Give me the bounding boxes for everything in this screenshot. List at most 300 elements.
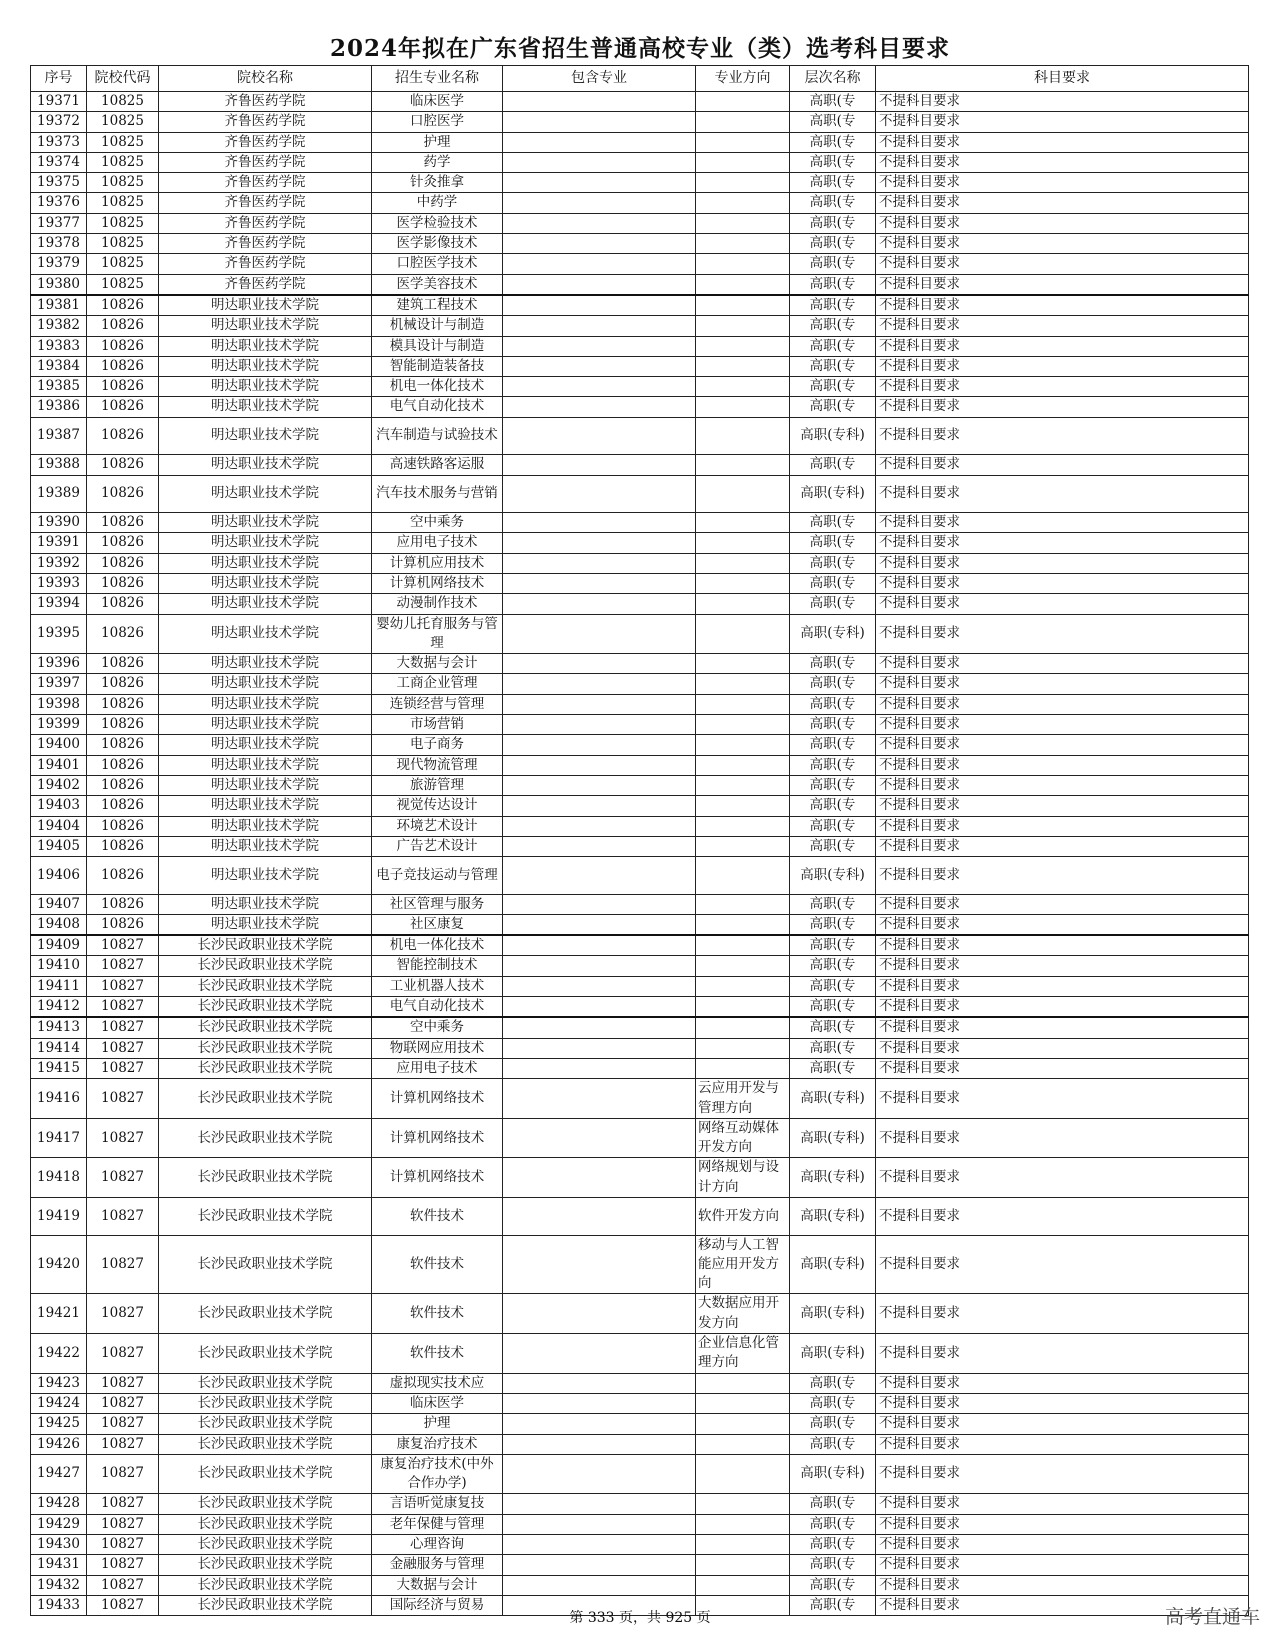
cell-included xyxy=(503,1414,696,1434)
table-row xyxy=(31,997,1249,1018)
cell-serial: 19383 xyxy=(31,336,87,356)
cell-school-name: 明达职业技术学院 xyxy=(159,836,372,856)
cell-school-code: 10826 xyxy=(87,857,159,895)
cell-school-code: 10826 xyxy=(87,654,159,674)
cell-serial: 19390 xyxy=(31,513,87,533)
cell-school-name: 齐鲁医药学院 xyxy=(159,213,372,233)
cell-included xyxy=(503,796,696,816)
cell-direction xyxy=(696,1414,790,1434)
cell-major: 老年保健与管理 xyxy=(372,1514,503,1534)
cell-direction xyxy=(696,92,790,112)
cell-school-name: 长沙民政职业技术学院 xyxy=(159,1595,372,1615)
cell-major: 口腔医学 xyxy=(372,112,503,132)
cell-included xyxy=(503,553,696,573)
cell-level: 高职(专 xyxy=(790,755,876,775)
cell-direction xyxy=(696,553,790,573)
cell-direction xyxy=(696,594,790,614)
cell-included xyxy=(503,356,696,376)
cell-level: 高职(专科) xyxy=(790,475,876,513)
cell-level: 高职(专 xyxy=(790,836,876,856)
cell-serial: 19403 xyxy=(31,796,87,816)
cell-included xyxy=(503,533,696,553)
cell-school-code: 10826 xyxy=(87,796,159,816)
cell-serial: 19398 xyxy=(31,694,87,714)
cell-school-code: 10827 xyxy=(87,1454,159,1494)
cell-school-code: 10826 xyxy=(87,455,159,475)
cell-serial: 19384 xyxy=(31,356,87,376)
cell-level: 高职(专 xyxy=(790,254,876,274)
cell-requirement: 不提科目要求 xyxy=(876,1414,1249,1434)
cell-included xyxy=(503,816,696,836)
cell-included xyxy=(503,1494,696,1514)
cell-major: 中药学 xyxy=(372,193,503,213)
table-header xyxy=(31,66,1249,92)
cell-requirement: 不提科目要求 xyxy=(876,1434,1249,1454)
cell-level: 高职(专 xyxy=(790,694,876,714)
cell-major: 心理咨询 xyxy=(372,1535,503,1555)
cell-school-code: 10826 xyxy=(87,816,159,836)
cell-school-code: 10827 xyxy=(87,956,159,976)
cell-direction: 移动与人工智能应用开发方向 xyxy=(696,1235,790,1294)
cell-level: 高职(专 xyxy=(790,92,876,112)
cell-serial: 19378 xyxy=(31,234,87,254)
cell-requirement: 不提科目要求 xyxy=(876,377,1249,397)
cell-included xyxy=(503,336,696,356)
cell-major: 康复治疗技术 xyxy=(372,1434,503,1454)
cell-serial: 19432 xyxy=(31,1575,87,1595)
cell-major: 临床医学 xyxy=(372,92,503,112)
table-row xyxy=(31,1393,1249,1413)
table-row xyxy=(31,594,1249,614)
cell-major: 软件技术 xyxy=(372,1294,503,1334)
cell-serial: 19415 xyxy=(31,1058,87,1078)
cell-requirement: 不提科目要求 xyxy=(876,1494,1249,1514)
table-row xyxy=(31,455,1249,475)
cell-direction xyxy=(696,775,790,795)
cell-requirement: 不提科目要求 xyxy=(876,735,1249,755)
cell-major: 大数据与会计 xyxy=(372,654,503,674)
cell-serial: 19413 xyxy=(31,1017,87,1038)
cell-serial: 19408 xyxy=(31,914,87,935)
cell-included xyxy=(503,1393,696,1413)
cell-direction xyxy=(696,857,790,895)
cell-school-code: 10826 xyxy=(87,674,159,694)
cell-school-code: 10826 xyxy=(87,894,159,914)
cell-included xyxy=(503,894,696,914)
cell-requirement: 不提科目要求 xyxy=(876,976,1249,996)
cell-serial: 19400 xyxy=(31,735,87,755)
table-row xyxy=(31,1017,1249,1038)
cell-included xyxy=(503,715,696,735)
cell-major: 建筑工程技术 xyxy=(372,295,503,316)
cell-school-name: 长沙民政职业技术学院 xyxy=(159,1494,372,1514)
cell-included xyxy=(503,914,696,935)
cell-school-name: 明达职业技术学院 xyxy=(159,295,372,316)
cell-serial: 19404 xyxy=(31,816,87,836)
cell-requirement: 不提科目要求 xyxy=(876,1079,1249,1119)
cell-included xyxy=(503,935,696,956)
cell-major: 计算机网络技术 xyxy=(372,1158,503,1198)
cell-requirement: 不提科目要求 xyxy=(876,935,1249,956)
cell-school-code: 10827 xyxy=(87,1373,159,1393)
cell-major: 电子竞技运动与管理 xyxy=(372,857,503,895)
col-header: 院校名称 xyxy=(159,66,372,92)
cell-serial: 19375 xyxy=(31,173,87,193)
cell-school-code: 10827 xyxy=(87,1038,159,1058)
cell-major: 计算机网络技术 xyxy=(372,1118,503,1158)
cell-major: 大数据与会计 xyxy=(372,1575,503,1595)
cell-school-code: 10827 xyxy=(87,1017,159,1038)
cell-direction xyxy=(696,533,790,553)
table-row xyxy=(31,1198,1249,1236)
cell-requirement: 不提科目要求 xyxy=(876,1393,1249,1413)
cell-included xyxy=(503,513,696,533)
cell-major: 针灸推拿 xyxy=(372,173,503,193)
cell-serial: 19402 xyxy=(31,775,87,795)
cell-serial: 19391 xyxy=(31,533,87,553)
cell-school-code: 10825 xyxy=(87,92,159,112)
cell-included xyxy=(503,775,696,795)
cell-direction xyxy=(696,1454,790,1494)
cell-school-code: 10827 xyxy=(87,1414,159,1434)
cell-included xyxy=(503,1058,696,1078)
cell-school-code: 10826 xyxy=(87,755,159,775)
cell-included xyxy=(503,1017,696,1038)
cell-school-code: 10827 xyxy=(87,1595,159,1615)
cell-direction xyxy=(696,475,790,513)
cell-school-name: 长沙民政职业技术学院 xyxy=(159,1373,372,1393)
cell-major: 机电一体化技术 xyxy=(372,935,503,956)
cell-major: 护理 xyxy=(372,132,503,152)
cell-included xyxy=(503,254,696,274)
col-header: 招生专业名称 xyxy=(372,66,503,92)
cell-direction: 企业信息化管理方向 xyxy=(696,1334,790,1374)
cell-level: 高职(专 xyxy=(790,674,876,694)
cell-included xyxy=(503,132,696,152)
table-row xyxy=(31,654,1249,674)
table-row xyxy=(31,1058,1249,1078)
cell-requirement: 不提科目要求 xyxy=(876,1235,1249,1294)
cell-direction xyxy=(696,254,790,274)
cell-school-code: 10825 xyxy=(87,132,159,152)
table-row xyxy=(31,213,1249,233)
table-row xyxy=(31,397,1249,417)
cell-major: 社区康复 xyxy=(372,914,503,935)
cell-serial: 19410 xyxy=(31,956,87,976)
cell-school-name: 长沙民政职业技术学院 xyxy=(159,1118,372,1158)
cell-school-code: 10825 xyxy=(87,193,159,213)
cell-included xyxy=(503,213,696,233)
cell-serial: 19393 xyxy=(31,573,87,593)
cell-school-code: 10826 xyxy=(87,735,159,755)
cell-included xyxy=(503,857,696,895)
cell-school-code: 10826 xyxy=(87,914,159,935)
cell-major: 康复治疗技术(中外合作办学) xyxy=(372,1454,503,1494)
cell-direction xyxy=(696,1575,790,1595)
cell-serial: 19428 xyxy=(31,1494,87,1514)
cell-school-name: 长沙民政职业技术学院 xyxy=(159,1434,372,1454)
cell-included xyxy=(503,674,696,694)
cell-school-code: 10827 xyxy=(87,935,159,956)
cell-major: 连锁经营与管理 xyxy=(372,694,503,714)
cell-serial: 19425 xyxy=(31,1414,87,1434)
cell-major: 金融服务与管理 xyxy=(372,1555,503,1575)
cell-direction xyxy=(696,796,790,816)
cell-direction: 大数据应用开发方向 xyxy=(696,1294,790,1334)
cell-level: 高职(专 xyxy=(790,173,876,193)
table-row xyxy=(31,356,1249,376)
cell-serial: 19388 xyxy=(31,455,87,475)
cell-level: 高职(专 xyxy=(790,796,876,816)
cell-included xyxy=(503,594,696,614)
cell-included xyxy=(503,377,696,397)
table-row xyxy=(31,132,1249,152)
cell-direction xyxy=(696,455,790,475)
cell-direction xyxy=(696,956,790,976)
cell-direction xyxy=(696,1494,790,1514)
cell-serial: 19423 xyxy=(31,1373,87,1393)
cell-school-name: 齐鲁医药学院 xyxy=(159,234,372,254)
cell-level: 高职(专 xyxy=(790,1575,876,1595)
cell-included xyxy=(503,1535,696,1555)
cell-school-name: 长沙民政职业技术学院 xyxy=(159,935,372,956)
cell-level: 高职(专科) xyxy=(790,1235,876,1294)
cell-requirement: 不提科目要求 xyxy=(876,594,1249,614)
cell-level: 高职(专 xyxy=(790,1494,876,1514)
cell-school-name: 明达职业技术学院 xyxy=(159,796,372,816)
table-row xyxy=(31,1434,1249,1454)
table-row xyxy=(31,1555,1249,1575)
cell-requirement: 不提科目要求 xyxy=(876,274,1249,295)
cell-school-code: 10826 xyxy=(87,715,159,735)
cell-school-name: 长沙民政职业技术学院 xyxy=(159,1079,372,1119)
cell-serial: 19430 xyxy=(31,1535,87,1555)
cell-included xyxy=(503,193,696,213)
cell-school-name: 齐鲁医药学院 xyxy=(159,92,372,112)
cell-requirement: 不提科目要求 xyxy=(876,997,1249,1018)
cell-serial: 19417 xyxy=(31,1118,87,1158)
cell-school-name: 长沙民政职业技术学院 xyxy=(159,1334,372,1374)
cell-requirement: 不提科目要求 xyxy=(876,914,1249,935)
cell-serial: 19421 xyxy=(31,1294,87,1334)
cell-direction xyxy=(696,1434,790,1454)
cell-requirement: 不提科目要求 xyxy=(876,475,1249,513)
cell-requirement: 不提科目要求 xyxy=(876,1514,1249,1534)
table-row xyxy=(31,857,1249,895)
table-row xyxy=(31,715,1249,735)
cell-direction xyxy=(696,894,790,914)
table-row xyxy=(31,956,1249,976)
cell-requirement: 不提科目要求 xyxy=(876,112,1249,132)
cell-level: 高职(专 xyxy=(790,533,876,553)
cell-major: 物联网应用技术 xyxy=(372,1038,503,1058)
table-row xyxy=(31,92,1249,112)
cell-included xyxy=(503,152,696,172)
cell-requirement: 不提科目要求 xyxy=(876,213,1249,233)
cell-requirement: 不提科目要求 xyxy=(876,1198,1249,1236)
table-row xyxy=(31,816,1249,836)
cell-serial: 19426 xyxy=(31,1434,87,1454)
cell-requirement: 不提科目要求 xyxy=(876,1118,1249,1158)
cell-serial: 19397 xyxy=(31,674,87,694)
table-row xyxy=(31,112,1249,132)
cell-requirement: 不提科目要求 xyxy=(876,956,1249,976)
cell-level: 高职(专科) xyxy=(790,1198,876,1236)
cell-serial: 19392 xyxy=(31,553,87,573)
cell-direction xyxy=(696,694,790,714)
cell-major: 机械设计与制造 xyxy=(372,316,503,336)
cell-major: 国际经济与贸易 xyxy=(372,1595,503,1615)
cell-school-name: 长沙民政职业技术学院 xyxy=(159,1158,372,1198)
table-row xyxy=(31,336,1249,356)
cell-serial: 19373 xyxy=(31,132,87,152)
cell-requirement: 不提科目要求 xyxy=(876,132,1249,152)
cell-major: 言语听觉康复技 xyxy=(372,1494,503,1514)
table-row xyxy=(31,836,1249,856)
cell-school-name: 明达职业技术学院 xyxy=(159,694,372,714)
cell-school-code: 10826 xyxy=(87,775,159,795)
cell-school-code: 10826 xyxy=(87,295,159,316)
cell-school-code: 10826 xyxy=(87,475,159,513)
cell-major: 空中乘务 xyxy=(372,513,503,533)
cell-major: 电子商务 xyxy=(372,735,503,755)
cell-requirement: 不提科目要求 xyxy=(876,254,1249,274)
cell-major: 广告艺术设计 xyxy=(372,836,503,856)
table-row xyxy=(31,1334,1249,1374)
cell-direction xyxy=(696,377,790,397)
table-row xyxy=(31,914,1249,935)
cell-direction xyxy=(696,1017,790,1038)
cell-school-name: 长沙民政职业技术学院 xyxy=(159,1294,372,1334)
cell-school-name: 齐鲁医药学院 xyxy=(159,193,372,213)
cell-school-name: 长沙民政职业技术学院 xyxy=(159,1514,372,1534)
cell-school-name: 明达职业技术学院 xyxy=(159,914,372,935)
cell-included xyxy=(503,997,696,1018)
cell-direction xyxy=(696,654,790,674)
cell-level: 高职(专 xyxy=(790,1434,876,1454)
cell-school-name: 明达职业技术学院 xyxy=(159,533,372,553)
cell-school-name: 明达职业技术学院 xyxy=(159,475,372,513)
table-row xyxy=(31,193,1249,213)
cell-serial: 19429 xyxy=(31,1514,87,1534)
cell-requirement: 不提科目要求 xyxy=(876,513,1249,533)
cell-school-code: 10826 xyxy=(87,836,159,856)
cell-direction xyxy=(696,715,790,735)
cell-requirement: 不提科目要求 xyxy=(876,1595,1249,1615)
table-row xyxy=(31,1494,1249,1514)
col-header: 科目要求 xyxy=(876,66,1249,92)
cell-school-name: 长沙民政职业技术学院 xyxy=(159,1235,372,1294)
cell-major: 电气自动化技术 xyxy=(372,397,503,417)
cell-school-name: 明达职业技术学院 xyxy=(159,755,372,775)
cell-direction: 网络规划与设计方向 xyxy=(696,1158,790,1198)
cell-included xyxy=(503,976,696,996)
cell-direction xyxy=(696,997,790,1018)
cell-direction xyxy=(696,674,790,694)
cell-level: 高职(专 xyxy=(790,894,876,914)
cell-school-name: 长沙民政职业技术学院 xyxy=(159,1198,372,1236)
cell-level: 高职(专 xyxy=(790,735,876,755)
cell-direction xyxy=(696,573,790,593)
cell-direction xyxy=(696,1373,790,1393)
cell-school-name: 齐鲁医药学院 xyxy=(159,152,372,172)
table-row xyxy=(31,274,1249,295)
cell-level: 高职(专 xyxy=(790,316,876,336)
cell-school-name: 明达职业技术学院 xyxy=(159,654,372,674)
cell-serial: 19419 xyxy=(31,1198,87,1236)
cell-requirement: 不提科目要求 xyxy=(876,674,1249,694)
cell-requirement: 不提科目要求 xyxy=(876,152,1249,172)
cell-major: 环境艺术设计 xyxy=(372,816,503,836)
cell-major: 汽车制造与试验技术 xyxy=(372,417,503,455)
cell-school-code: 10826 xyxy=(87,594,159,614)
table-row xyxy=(31,614,1249,654)
cell-school-code: 10826 xyxy=(87,573,159,593)
cell-level: 高职(专科) xyxy=(790,1158,876,1198)
cell-direction xyxy=(696,513,790,533)
cell-level: 高职(专 xyxy=(790,1414,876,1434)
cell-direction xyxy=(696,1038,790,1058)
cell-school-name: 明达职业技术学院 xyxy=(159,336,372,356)
table-row xyxy=(31,674,1249,694)
col-header: 包含专业 xyxy=(503,66,696,92)
cell-school-name: 明达职业技术学院 xyxy=(159,316,372,336)
cell-included xyxy=(503,234,696,254)
cell-school-name: 明达职业技术学院 xyxy=(159,674,372,694)
cell-school-name: 长沙民政职业技术学院 xyxy=(159,1555,372,1575)
cell-requirement: 不提科目要求 xyxy=(876,694,1249,714)
cell-school-name: 明达职业技术学院 xyxy=(159,553,372,573)
cell-direction xyxy=(696,397,790,417)
cell-included xyxy=(503,1158,696,1198)
cell-level: 高职(专 xyxy=(790,1038,876,1058)
cell-major: 应用电子技术 xyxy=(372,1058,503,1078)
cell-major: 口腔医学技术 xyxy=(372,254,503,274)
cell-major: 汽车技术服务与营销 xyxy=(372,475,503,513)
cell-serial: 19409 xyxy=(31,935,87,956)
table-row xyxy=(31,573,1249,593)
cell-level: 高职(专 xyxy=(790,397,876,417)
cell-school-name: 长沙民政职业技术学院 xyxy=(159,1017,372,1038)
cell-school-name: 长沙民政职业技术学院 xyxy=(159,1414,372,1434)
cell-requirement: 不提科目要求 xyxy=(876,894,1249,914)
cell-level: 高职(专 xyxy=(790,654,876,674)
cell-level: 高职(专 xyxy=(790,213,876,233)
cell-major: 高速铁路客运服 xyxy=(372,455,503,475)
cell-school-name: 明达职业技术学院 xyxy=(159,573,372,593)
cell-direction xyxy=(696,213,790,233)
cell-direction xyxy=(696,152,790,172)
cell-serial: 19412 xyxy=(31,997,87,1018)
cell-level: 高职(专 xyxy=(790,193,876,213)
cell-direction xyxy=(696,1535,790,1555)
cell-major: 动漫制作技术 xyxy=(372,594,503,614)
table-row xyxy=(31,694,1249,714)
cell-requirement: 不提科目要求 xyxy=(876,816,1249,836)
cell-direction xyxy=(696,935,790,956)
cell-major: 现代物流管理 xyxy=(372,755,503,775)
cell-requirement: 不提科目要求 xyxy=(876,755,1249,775)
cell-serial: 19376 xyxy=(31,193,87,213)
cell-level: 高职(专 xyxy=(790,274,876,295)
cell-included xyxy=(503,1373,696,1393)
cell-included xyxy=(503,1514,696,1534)
cell-level: 高职(专 xyxy=(790,1393,876,1413)
cell-included xyxy=(503,1198,696,1236)
table-row xyxy=(31,254,1249,274)
cell-school-name: 长沙民政职业技术学院 xyxy=(159,1575,372,1595)
cell-requirement: 不提科目要求 xyxy=(876,455,1249,475)
